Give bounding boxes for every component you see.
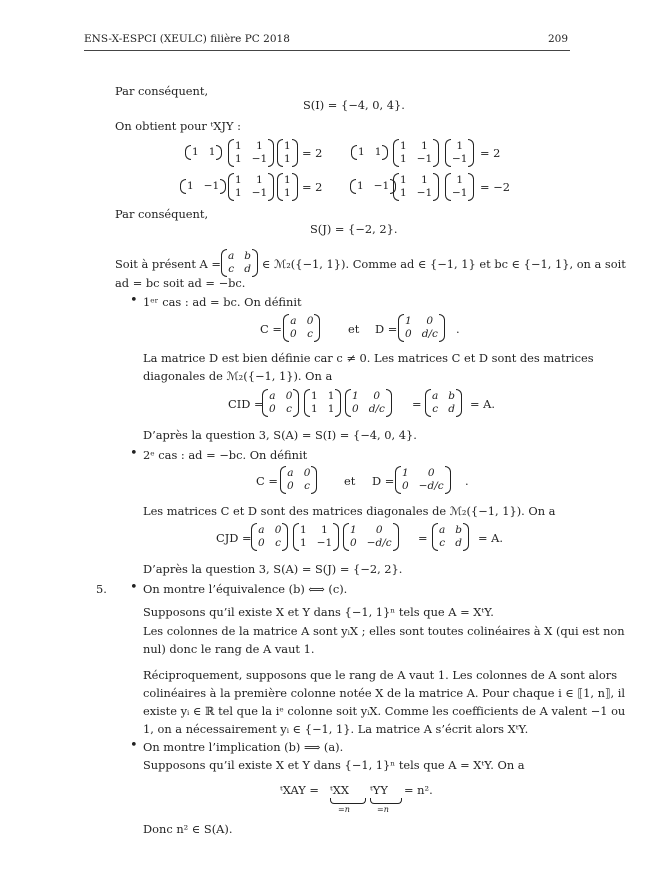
matrix-c: a 0 0 c <box>262 390 299 416</box>
q5-conclusion: Donc n² ∈ S(A). <box>143 822 233 836</box>
header-rule <box>84 50 570 51</box>
underbrace <box>370 798 402 804</box>
row-vector: 1 −1 <box>180 180 226 193</box>
q5-paragraph-2-line-2: nul) donc le rang de A vaut 1. <box>143 642 315 656</box>
equals-sign: = <box>412 397 422 411</box>
q5-paragraph-3-line-1: Réciproquement, supposons que le rang de A vaut 1. Les colonnes de A sont alors <box>143 668 618 682</box>
text-par-consequent-1: Par conséquent, <box>115 84 209 98</box>
case-2-text: Les matrices C et D sont des matrices diagonales de ℳ₂({−1, 1}). On a <box>143 504 556 518</box>
d-equals: D = <box>375 322 398 336</box>
q5-paragraph-4: Supposons qu’il existe X et Y dans {−1, 1}ⁿ tels que A = XᵗY. On a <box>143 758 525 772</box>
page-number: 209 <box>548 33 569 45</box>
row-vector: 1 1 <box>351 146 388 159</box>
equals-result: = 2 <box>302 146 323 160</box>
matrix-a: a b c d <box>425 390 462 416</box>
c-equals: C = <box>260 322 282 336</box>
text-et: et <box>348 322 360 336</box>
matrix-c: a 0 0 c <box>280 467 317 493</box>
equation-s-of-i: S(I) = {−4, 0, 4}. <box>303 98 405 112</box>
row-vector: 1 1 <box>185 146 222 159</box>
cid-equals: CID = <box>228 397 264 411</box>
equals-a: = A. <box>478 531 504 545</box>
question-number: 5. <box>96 582 107 596</box>
matrix-d: 1 0 0 d/c <box>398 315 445 341</box>
bullet-icon: • <box>130 293 138 308</box>
q5-paragraph-3-line-4: 1, on a nécessairement yᵢ ∈ {−1, 1}. La matrice A s’écrit alors XᵗY. <box>143 722 529 736</box>
bullet-icon: • <box>130 738 138 753</box>
row-vector: 1 −1 <box>350 180 396 193</box>
q5-paragraph-1: Supposons qu’il existe X et Y dans {−1, 1}ⁿ tels que A = XᵗY. <box>143 605 494 619</box>
running-header-title: ENS-X-ESPCI (XEULC) filière PC 2018 <box>84 33 290 45</box>
q5-implication-heading: On montre l’implication (b) ⟹ (a). <box>143 740 344 754</box>
case-1-text-2: diagonales de ℳ₂({−1, 1}). On a <box>143 369 333 383</box>
text-soit-cases: ad = bc soit ad = −bc. <box>115 276 246 290</box>
case-1-result: D’après la question 3, S(A) = S(I) = {−4, 0, 4}. <box>143 428 417 442</box>
matrix-d: 1 0 0 −d/c <box>395 467 451 493</box>
matrix-a: a b c d <box>221 250 258 276</box>
matrix-j: 1 1 1 −1 <box>393 140 439 166</box>
xay-lhs: ᵗXAY = <box>280 783 319 797</box>
matrix-c: a 0 0 c <box>251 524 288 550</box>
period: . <box>465 474 469 488</box>
c-equals: C = <box>256 474 278 488</box>
case-2-result: D’après la question 3, S(A) = S(J) = {−2, 2}. <box>143 562 403 576</box>
underbrace <box>330 798 366 804</box>
matrix-c: a 0 0 c <box>283 315 320 341</box>
equals-sign: = <box>418 531 428 545</box>
txx-term: ᵗXX <box>330 783 350 797</box>
equation-s-of-j: S(J) = {−2, 2}. <box>310 222 398 236</box>
column-vector: 1 −1 <box>445 140 474 166</box>
text-soit-condition: ∈ ℳ₂({−1, 1}). Comme ad ∈ {−1, 1} et bc ∈ {−1, 1}, on a soit <box>262 257 626 271</box>
q5-equivalence-heading: On montre l’équivalence (b) ⟺ (c). <box>143 582 348 596</box>
column-vector: 1 1 <box>277 140 298 166</box>
matrix-j: 1 1 1 −1 <box>228 174 274 200</box>
column-vector: 1 −1 <box>445 174 474 200</box>
matrix-j: 1 1 1 −1 <box>228 140 274 166</box>
case-1-text-1: La matrice D est bien définie car c ≠ 0. Les matrices C et D sont des matrices <box>143 351 594 365</box>
equals-result: = 2 <box>480 146 501 160</box>
matrix-j: 1 1 1 −1 <box>393 174 439 200</box>
text-soit-a-present: Soit à présent A = <box>115 257 221 271</box>
equals-result: = 2 <box>302 180 323 194</box>
underbrace-label: =n <box>377 805 389 814</box>
equals-result: = −2 <box>480 180 510 194</box>
q5-paragraph-3-line-3: existe yᵢ ∈ ℝ tel que la iᵉ colonne soit yᵢX. Comme les coefficients de A valent −1 ou <box>143 704 626 718</box>
q5-paragraph-2-line-1: Les colonnes de la matrice A sont yᵢX ; elles sont toutes colinéaires à X (qui est non <box>143 624 625 638</box>
q5-paragraph-3-line-2: colinéaires à la première colonne notée X de la matrice A. Pour chaque i ∈ ⟦1, n⟧, il <box>143 686 626 700</box>
bullet-icon: • <box>130 446 138 461</box>
tyy-term: ᵗYY <box>370 783 388 797</box>
period: . <box>456 322 460 336</box>
xay-rhs: = n². <box>404 783 433 797</box>
text-et: et <box>344 474 356 488</box>
text-on-obtient: On obtient pour ᵗXJY : <box>115 119 241 133</box>
case-2-heading: 2ᵉ cas : ad = −bc. On définit <box>143 448 308 462</box>
d-equals: D = <box>372 474 395 488</box>
matrix-d: 1 0 0 −d/c <box>343 524 399 550</box>
column-vector: 1 1 <box>277 174 298 200</box>
matrix-i: 1 1 1 1 <box>304 390 341 416</box>
text-par-consequent-2: Par conséquent, <box>115 207 209 221</box>
matrix-d: 1 0 0 d/c <box>345 390 392 416</box>
bullet-icon: • <box>130 580 138 595</box>
cjd-equals: CJD = <box>216 531 252 545</box>
equals-a: = A. <box>470 397 496 411</box>
matrix-j: 1 1 1 −1 <box>293 524 339 550</box>
matrix-a: a b c d <box>432 524 469 550</box>
underbrace-label: =n <box>338 805 350 814</box>
case-1-heading: 1ᵉʳ cas : ad = bc. On définit <box>143 295 302 309</box>
